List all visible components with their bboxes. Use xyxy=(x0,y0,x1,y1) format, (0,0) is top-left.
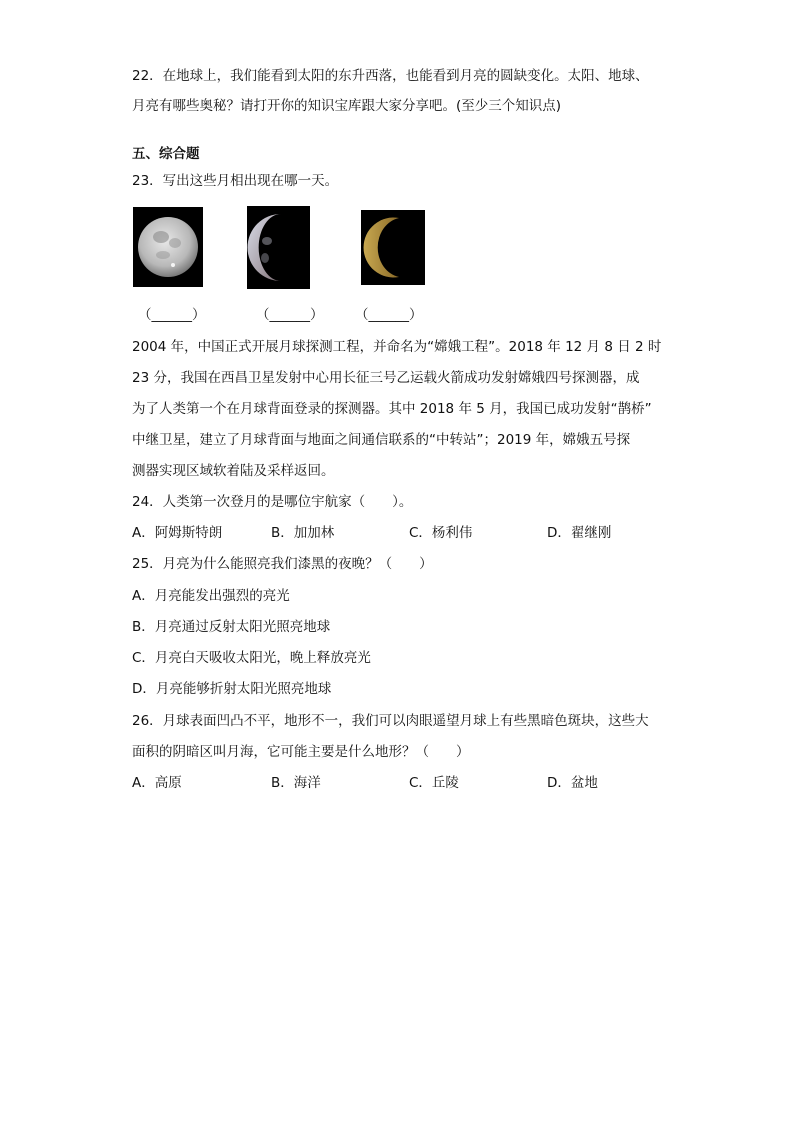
q26-option-a[interactable]: A．高原 xyxy=(132,775,182,791)
q26-option-c[interactable]: C．丘陵 xyxy=(409,775,459,791)
q24-option-a[interactable]: A．阿姆斯特朗 xyxy=(132,525,223,541)
passage-line-5: 测器实现区域软着陆及采样返回。 xyxy=(132,463,335,479)
q24-option-c[interactable]: C．杨利伟 xyxy=(409,525,473,541)
passage-line-2: 23 分，我国在西昌卫星发射中心用长征三号乙运载火箭成功发射嫦娥四号探测器，成 xyxy=(132,370,640,386)
q24-option-b[interactable]: B．加加林 xyxy=(271,525,335,541)
q22-line-1: 22．在地球上，我们能看到太阳的东升西落，也能看到月亮的圆缺变化。太阳、地球、 xyxy=(132,68,649,84)
q25-prompt: 25．月亮为什么能照亮我们漆黑的夜晚？（ ） xyxy=(132,556,433,572)
waning-gibbous-moon-image xyxy=(247,206,310,289)
crescent-moon-image xyxy=(361,210,425,285)
section-5-heading: 五、综合题 xyxy=(132,146,200,162)
q25-option-a[interactable]: A．月亮能发出强烈的亮光 xyxy=(132,588,290,604)
q25-option-d[interactable]: D．月亮能够折射太阳光照亮地球 xyxy=(132,681,332,697)
passage-line-4: 中继卫星，建立了月球背面与地面之间通信联系的“中转站”；2019 年，嫦娥五号探 xyxy=(132,432,631,448)
q25-option-b[interactable]: B．月亮通过反射太阳光照亮地球 xyxy=(132,619,331,635)
q24-prompt: 24．人类第一次登月的是哪位宇航家（ ）。 xyxy=(132,494,413,510)
q26-line-1: 26．月球表面凹凸不平，地形不一，我们可以肉眼遥望月球上有些黑暗色斑块，这些大 xyxy=(132,713,649,729)
q24-option-d[interactable]: D．翟继刚 xyxy=(547,525,612,541)
passage-line-1: 2004 年，中国正式开展月球探测工程，并命名为“嫦娥工程”。2018 年 12 月 8 日 2 时 xyxy=(132,339,662,355)
passage-line-3: 为了人类第一个在月球背面登录的探测器。其中 2018 年 5 月，我国已成功发射“鹊桥” xyxy=(132,401,652,417)
q26-line-2: 面积的阴暗区叫月海，它可能主要是什么地形？（ ） xyxy=(132,744,470,760)
full-moon-image xyxy=(133,207,203,287)
q23-prompt: 23．写出这些月相出现在哪一天。 xyxy=(132,173,339,189)
q23-answer-blank-1[interactable]: （______） xyxy=(138,307,206,323)
q25-option-c[interactable]: C．月亮白天吸收太阳光，晚上释放亮光 xyxy=(132,650,371,666)
q23-answer-blank-3[interactable]: （______） xyxy=(355,307,423,323)
q26-option-d[interactable]: D．盆地 xyxy=(547,775,598,791)
q26-option-b[interactable]: B．海洋 xyxy=(271,775,321,791)
q23-answer-blank-2[interactable]: （______） xyxy=(256,307,324,323)
q22-line-2: 月亮有哪些奥秘？请打开你的知识宝库跟大家分享吧。(至少三个知识点) xyxy=(132,98,562,114)
